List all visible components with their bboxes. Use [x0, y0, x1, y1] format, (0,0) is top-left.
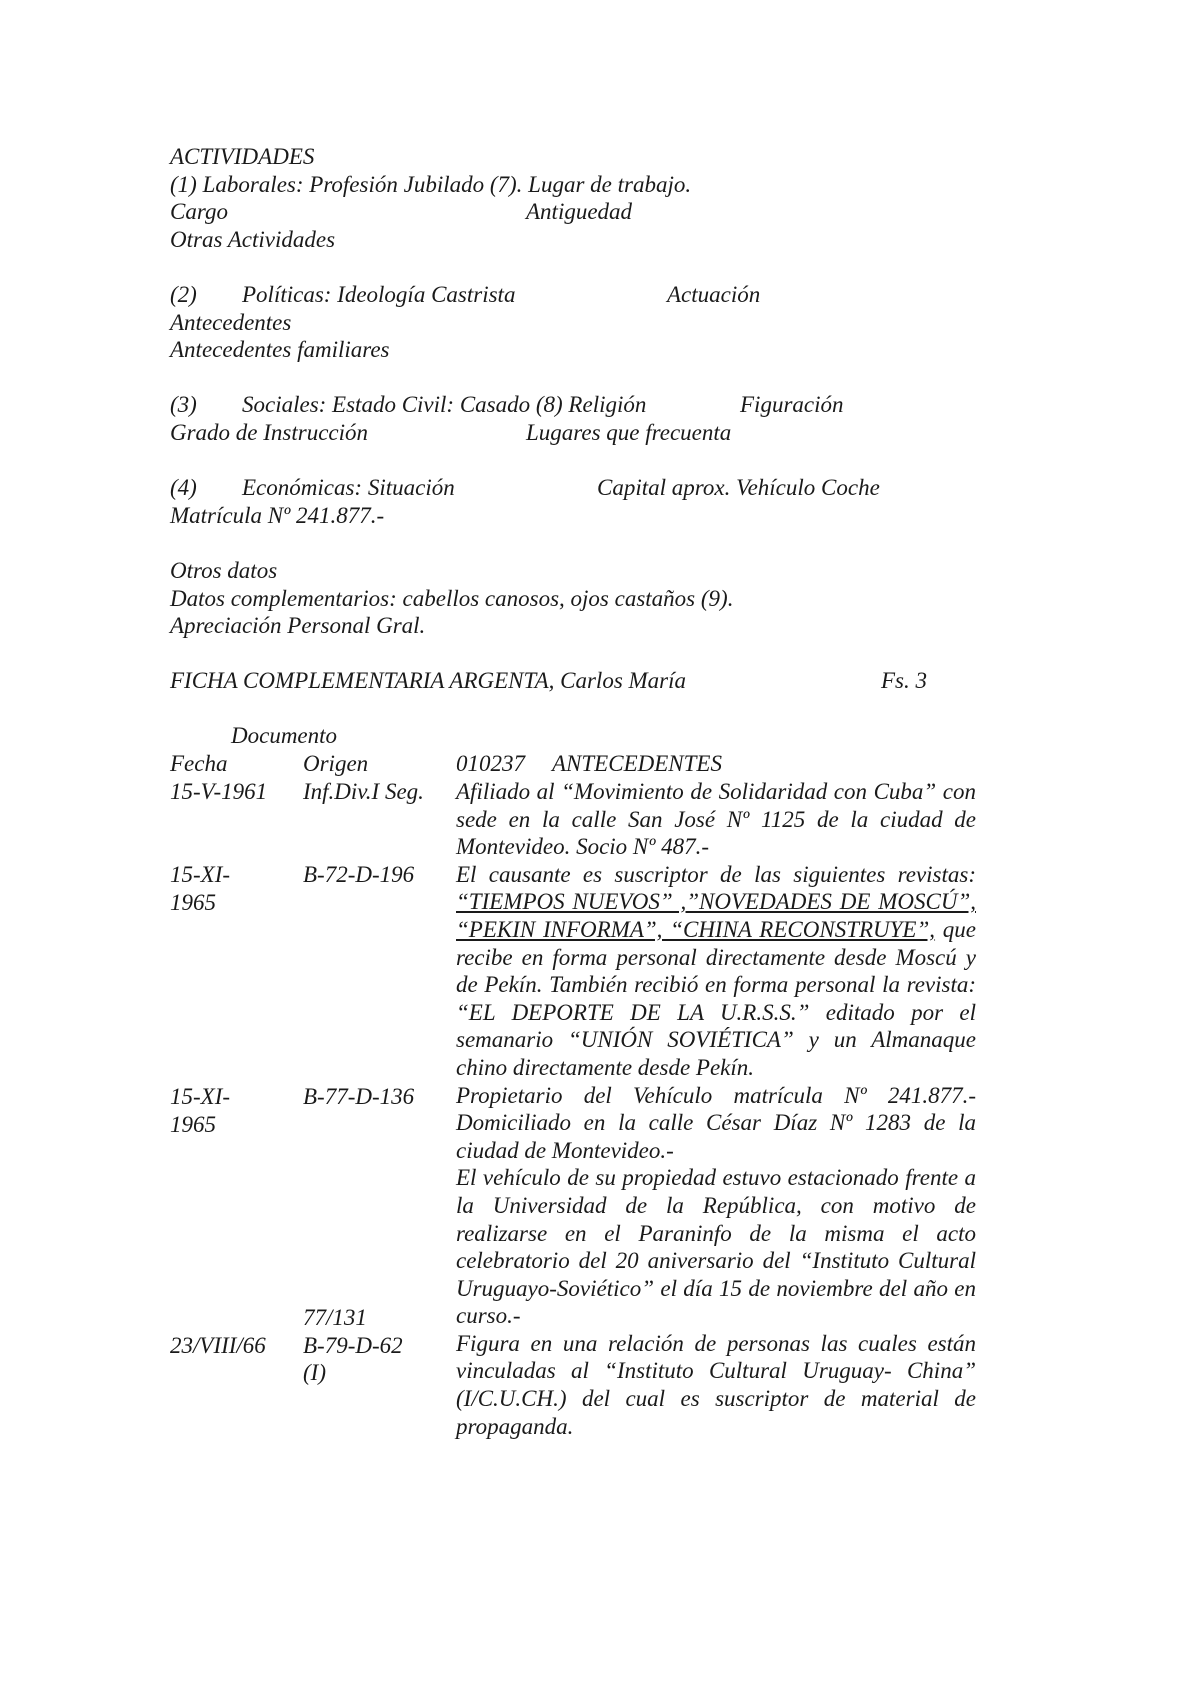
- sociales-number: (3): [170, 392, 197, 417]
- fecha-cell: 15-XI- 1965: [170, 1084, 231, 1137]
- fecha-cell: 15-XI- 1965: [170, 862, 231, 915]
- lugares-label: Lugares que frecuenta: [526, 420, 732, 445]
- antiguedad-label: Antiguedad: [526, 199, 633, 224]
- politicas-number: (2): [170, 282, 197, 307]
- origen-cell: 77/131 B-79-D-62 (I): [303, 1305, 403, 1385]
- entry-text: Afiliado al “Movimiento de Solidaridad con Cuba” con sede en la calle San José Nº 1125 de la ciudad de Montevideo. Socio Nº 487.-: [456, 779, 976, 860]
- folio-label: Fs. 3: [881, 668, 927, 693]
- grado-instruccion-label: Grado de Instrucción: [170, 420, 369, 445]
- actuacion-label: Actuación: [667, 282, 761, 307]
- capital-label: Capital aprox. Vehículo Coche: [597, 475, 880, 500]
- fecha-header: Fecha: [170, 751, 228, 776]
- record-number: 010237: [456, 751, 525, 776]
- antecedentes-column: [456, 778, 976, 1440]
- fecha-cell: 15-V-1961: [170, 779, 268, 804]
- cargo-label: Cargo: [170, 199, 228, 224]
- origen-cell: B-72-D-196: [303, 862, 415, 887]
- origen-cell: B-77-D-136: [303, 1084, 415, 1109]
- economicas-number: (4): [170, 475, 197, 500]
- matricula-line: Matrícula Nº 241.877.-: [170, 503, 385, 528]
- entry-text: Propietario del Vehículo matrícula Nº 241.877.- Domiciliado en la calle César Díaz Nº 1283 de la ciudad de Montevideo.-: [456, 1082, 976, 1163]
- entry-text: El vehículo de su propiedad estuvo estacionado frente a la Universidad de la República, con motivo de realizarse en el Paraninfo de la misma el acto celebratorio del 20 aniversario del “Instituto Cultural Uruguayo-Soviético” el día 15 de noviembre del año en curso.-: [456, 1165, 976, 1329]
- antecedentes-label: Antecedentes: [170, 310, 292, 335]
- entry-text: El causante es suscriptor de las siguientes revistas:: [456, 861, 976, 887]
- entry-text: [456, 861, 976, 1082]
- documento-header: Documento: [231, 723, 338, 748]
- otros-datos-title: Otros datos: [170, 558, 278, 583]
- antecedentes-header: ANTECEDENTES: [552, 751, 722, 776]
- ficha-title: FICHA COMPLEMENTARIA ARGENTA, Carlos María: [170, 668, 687, 693]
- sociales-line: Sociales: Estado Civil: Casado (8) Religión: [242, 392, 647, 417]
- fecha-cell: 23/VIII/66: [170, 1333, 266, 1358]
- datos-complementarios-line: Datos complementarios: cabellos canosos, ojos castaños (9).: [170, 586, 734, 611]
- apreciacion-line: Apreciación Personal Gral.: [170, 613, 426, 638]
- laborales-line: (1) Laborales: Profesión Jubilado (7). Lugar de trabajo.: [170, 172, 692, 197]
- actividades-title: ACTIVIDADES: [170, 144, 315, 169]
- magazine-list: “TIEMPOS NUEVOS” ,”NOVEDADES DE MOSCÚ”, “PEKIN INFORMA”, “CHINA RECONSTRUYE”,: [456, 889, 976, 942]
- entry-text: Figura en una relación de personas las cuales están vinculadas al “Instituto Cultural Uruguay- China” (I/C.U.CH.) del cual es suscriptor de material de propaganda.: [456, 1330, 976, 1439]
- politicas-line: Políticas: Ideología Castrista: [242, 282, 516, 307]
- antecedentes-familiares-label: Antecedentes familiares: [170, 337, 390, 362]
- origen-cell: Inf.Div.I Seg.: [303, 779, 424, 804]
- otras-actividades-label: Otras Actividades: [170, 227, 336, 252]
- figuracion-label: Figuración: [740, 392, 844, 417]
- entry-text: que recibe en forma personal directamente desde Moscú y de Pekín. También recibió en forma personal la revista: “EL DEPORTE DE LA U.R.S.S.” editado por el semanario “UNIÓN SOVIÉTICA” y un Almanaque chino directamente desde Pekín.: [456, 916, 976, 1080]
- economicas-line: Económicas: Situación: [242, 475, 455, 500]
- origen-header: Origen: [303, 751, 369, 776]
